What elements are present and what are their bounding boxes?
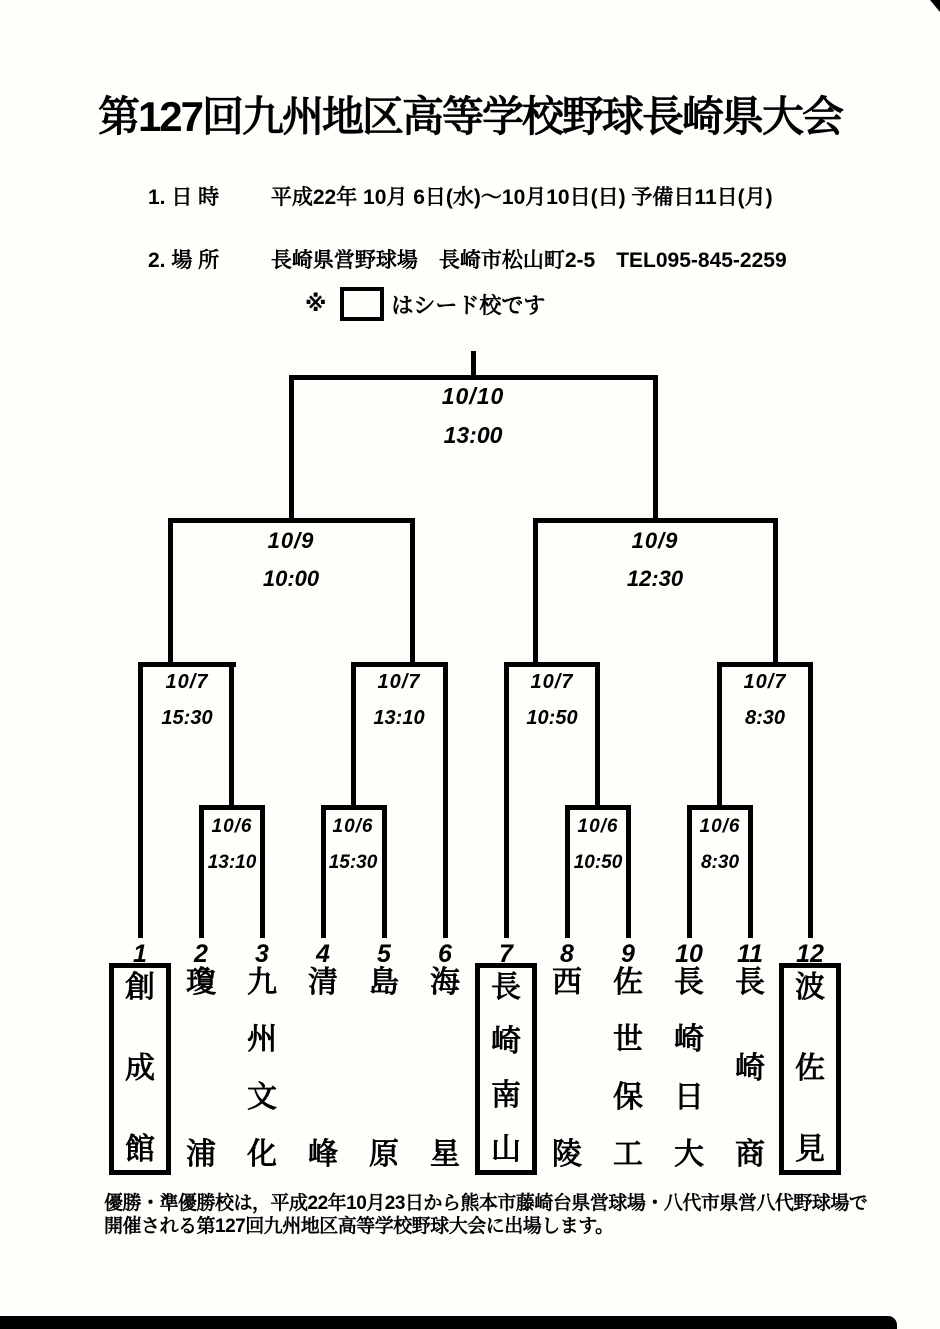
team-name-char: 瓊	[186, 966, 216, 999]
info-row-date	[148, 181, 773, 211]
quarterfinal-4-time: 8:30	[744, 707, 786, 729]
final-match-time: 13:00	[443, 422, 503, 448]
team-name-char: 峰	[308, 1138, 338, 1171]
team-column-nagasaki-nanzan	[475, 963, 537, 1175]
bracket-line	[717, 662, 813, 667]
team-number: 9	[621, 940, 635, 968]
team-column-shimabara	[353, 963, 415, 1175]
team-column-keiho	[170, 963, 232, 1175]
bracket-line	[687, 805, 753, 810]
team-name-char: 崎	[491, 1025, 521, 1058]
semifinal-1-date: 10/9	[267, 528, 315, 553]
team-name-char: 西	[552, 966, 582, 999]
firstround-1-date: 10/6	[211, 816, 253, 837]
team-number: 12	[796, 940, 824, 968]
team-name-char: 長	[491, 971, 521, 1004]
team-column-hasami	[779, 963, 841, 1175]
scan-corner-mark	[930, 0, 940, 12]
team-name-char: 島	[369, 966, 399, 999]
quarterfinal-2-time: 13:10	[373, 707, 425, 729]
bracket-line	[808, 662, 813, 938]
bracket-line	[168, 518, 173, 667]
team-name-char: 日	[674, 1080, 704, 1114]
bracket-line	[443, 662, 448, 938]
seed-note-prefix: ※	[305, 291, 327, 316]
team-name-char: 長	[735, 966, 765, 999]
team-name-char: 佐	[613, 966, 643, 999]
quarterfinal-4-date: 10/7	[743, 671, 787, 693]
team-name-char: 商	[735, 1138, 765, 1171]
info-value-date: 平成22年 10月 6日(水)～10月10日(日) 予備日11日(月)	[270, 186, 773, 209]
team-name-char: 原	[369, 1138, 399, 1171]
info-value-place: 長崎県営野球場 長崎市松山町2-5 TEL095-845-2259	[270, 249, 787, 272]
team-name-char: 崎	[674, 1023, 704, 1057]
bracket-line	[321, 805, 387, 810]
team-name-char: 星	[430, 1138, 460, 1171]
team-name-char: 大	[674, 1137, 704, 1171]
team-name-char: 創	[125, 971, 155, 1004]
team-number: 3	[255, 940, 269, 968]
footer-note-line1: 優勝・準優勝校は，平成22年10月23日から熊本市藤崎台県営球場・八代市県営八代野球場で	[104, 1193, 868, 1214]
bracket-line	[653, 375, 658, 523]
firstround-2-date: 10/6	[332, 816, 374, 837]
team-column-nagasaki-sho	[719, 963, 781, 1175]
bracket-line	[773, 518, 778, 667]
bracket-line	[533, 518, 538, 667]
seed-box-icon	[340, 287, 384, 321]
bracket-line	[565, 805, 631, 810]
team-column-seiho	[292, 963, 354, 1175]
firstround-3-date: 10/6	[577, 816, 619, 837]
team-number: 6	[438, 940, 452, 968]
team-number: 7	[499, 940, 513, 968]
semifinal-2-date: 10/9	[631, 528, 679, 553]
info-row-place	[148, 244, 787, 274]
team-name-char: 保	[613, 1080, 643, 1114]
semifinal-2-time: 12:30	[626, 566, 684, 591]
team-name-char: 陵	[552, 1138, 582, 1171]
bracket-line	[138, 662, 236, 667]
team-number: 4	[316, 940, 330, 968]
team-name-char: 見	[795, 1133, 825, 1166]
team-name-char: 文	[247, 1080, 277, 1114]
bracket-line	[289, 375, 658, 380]
firstround-3-time: 10:50	[573, 852, 623, 873]
bracket-line	[168, 518, 415, 523]
team-number: 8	[560, 940, 574, 968]
info-label-place: 2. 場 所	[148, 249, 220, 272]
final-match-date: 10/10	[441, 383, 505, 409]
quarterfinal-3-date: 10/7	[530, 671, 574, 693]
team-column-kaisei	[414, 963, 476, 1175]
bracket-line	[504, 662, 509, 938]
team-name-char: 成	[125, 1052, 155, 1085]
semifinal-1-time: 10:00	[262, 566, 320, 591]
team-name-char: 工	[613, 1137, 643, 1171]
bracket-line	[199, 805, 265, 810]
team-name-char: 崎	[735, 1052, 765, 1085]
quarterfinal-1-date: 10/7	[165, 671, 209, 693]
page-title: 第127回九州地区高等学校野球長崎県大会	[97, 93, 843, 140]
quarterfinal-1-time: 15:30	[161, 707, 213, 729]
bracket-line	[410, 518, 415, 667]
firstround-4-time: 8:30	[700, 852, 740, 873]
scan-edge-bar	[0, 1316, 897, 1329]
team-column-seiryo	[536, 963, 598, 1175]
team-name-char: 長	[674, 966, 704, 999]
quarterfinal-2-date: 10/7	[377, 671, 421, 693]
team-name-char: 浦	[186, 1138, 216, 1171]
team-number: 2	[194, 940, 208, 968]
footer-note-line2: 開催される第127回九州地区高等学校野球大会に出場します。	[104, 1215, 614, 1237]
seed-note-text: はシード校です	[391, 292, 546, 318]
bracket-line	[504, 662, 600, 667]
team-number: 11	[737, 940, 763, 968]
bracket-line	[289, 375, 294, 523]
team-name-char: 九	[247, 966, 277, 999]
team-number: 10	[675, 940, 703, 968]
firstround-4-date: 10/6	[699, 816, 741, 837]
info-label-date: 1. 日 時	[148, 186, 220, 209]
team-number: 1	[133, 940, 147, 968]
seed-note	[305, 287, 545, 321]
bracket-line	[533, 518, 778, 523]
quarterfinal-3-time: 10:50	[526, 707, 578, 729]
team-name-char: 清	[308, 966, 338, 999]
team-column-nagasaki-nichidai	[658, 963, 720, 1175]
team-name-char: 佐	[795, 1052, 825, 1085]
team-name-char: 州	[247, 1023, 277, 1057]
bracket-line	[138, 662, 143, 938]
team-number: 5	[377, 940, 391, 968]
team-column-sosei-kan	[109, 963, 171, 1175]
firstround-1-time: 13:10	[207, 852, 257, 873]
team-column-kyushu-bunka	[231, 963, 293, 1175]
footer-note	[104, 1193, 894, 1239]
firstround-2-time: 15:30	[328, 852, 378, 873]
team-name-char: 波	[795, 971, 825, 1004]
bracket-line	[351, 662, 448, 667]
team-name-char: 世	[613, 1023, 643, 1057]
team-name-char: 館	[125, 1133, 155, 1166]
team-name-char: 山	[491, 1133, 521, 1166]
team-name-char: 南	[491, 1079, 521, 1112]
team-name-char: 化	[247, 1137, 277, 1171]
team-name-char: 海	[430, 966, 460, 999]
team-column-sasebo-ko	[597, 963, 659, 1175]
